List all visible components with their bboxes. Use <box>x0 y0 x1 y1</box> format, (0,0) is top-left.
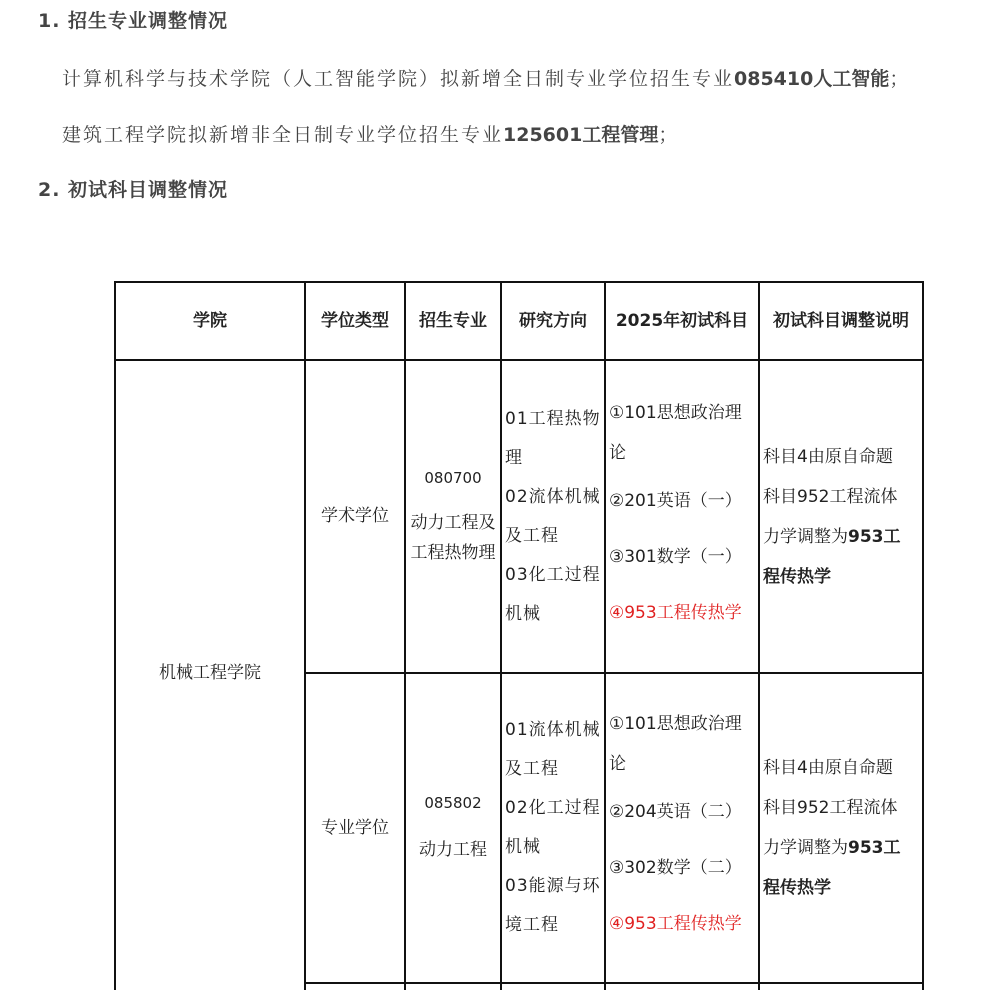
subject-2: ②201英语（一） <box>609 490 742 511</box>
subject-1-line-2: 论 <box>609 754 626 774</box>
direction-3-line-1: 03能源与环 <box>505 876 601 896</box>
note-cell <box>759 360 923 673</box>
major-cell <box>405 360 501 673</box>
direction-1-line-1: 01工程热物 <box>505 408 601 429</box>
direction-3-line-1: 03化工过程 <box>505 564 601 585</box>
note-line-3-bold: 953工 <box>848 838 901 858</box>
subject-4-highlight: ④953工程传热学 <box>609 914 742 934</box>
direction-2-line-1: 02化工过程 <box>505 798 601 818</box>
note-line-1: 科目4由原自命题 <box>763 446 893 467</box>
para1-bold-major: 085410人工智能 <box>734 68 890 90</box>
note-line-3 <box>763 517 922 557</box>
note-line-3-text: 力学调整为 <box>763 838 848 858</box>
subject-1-line-1: ①101思想政治理 <box>609 402 742 423</box>
partial-cell <box>405 983 501 990</box>
major-code: 080700 <box>424 468 482 487</box>
partial-cell <box>759 983 923 990</box>
degree-type-cell <box>305 673 405 983</box>
note-line-3-text: 力学调整为 <box>763 526 848 547</box>
direction-cell <box>501 673 605 983</box>
major-name-line-2: 工程热物理 <box>410 542 496 563</box>
direction-2-line-1: 02流体机械 <box>505 486 601 507</box>
note-cell <box>759 673 923 983</box>
section1-paragraph-2 <box>62 120 679 147</box>
para2-text: 建筑工程学院拟新增非全日制专业学位招生专业 <box>62 124 504 146</box>
direction-cell <box>501 360 605 673</box>
table-row <box>115 360 923 673</box>
direction-1-line-1: 01流体机械 <box>505 720 601 740</box>
note-line-4-bold: 程传热学 <box>763 878 831 898</box>
note-line-4 <box>763 868 922 908</box>
exam-subjects-table <box>114 281 924 990</box>
degree-type: 学术学位 <box>321 506 389 527</box>
note-line-1: 科目4由原自命题 <box>763 758 893 778</box>
direction-1-line-2: 理 <box>505 447 523 468</box>
major-cell <box>405 673 501 983</box>
section1-heading: 1. 招生专业调整情况 <box>38 10 229 32</box>
header-note: 初试科目调整说明 <box>759 282 923 360</box>
note-line-2: 科目952工程流体 <box>763 486 898 507</box>
partial-cell <box>605 983 759 990</box>
para1-text: 计算机科学与技术学院（人工智能学院）拟新增全日制专业学位招生专业 <box>62 68 735 90</box>
subject-3: ③302数学（二） <box>609 858 742 878</box>
direction-1-line-2: 及工程 <box>505 759 559 779</box>
partial-cell <box>305 983 405 990</box>
degree-type: 专业学位 <box>321 817 389 838</box>
note-line-4-bold: 程传热学 <box>763 566 831 587</box>
subject-1-line-1: ①101思想政治理 <box>609 714 742 734</box>
header-direction: 研究方向 <box>501 282 605 360</box>
para2-suffix: ； <box>658 124 680 146</box>
note-line-2: 科目952工程流体 <box>763 798 898 818</box>
subject-2: ②204英语（二） <box>609 802 742 822</box>
subjects-cell <box>605 673 759 983</box>
header-college: 学院 <box>115 282 305 360</box>
major-code: 085802 <box>424 794 482 812</box>
note-line-4 <box>763 557 922 597</box>
para2-bold-major: 125601工程管理 <box>503 124 659 146</box>
major-name-line-1: 动力工程及 <box>410 512 496 533</box>
note-line-3-bold: 953工 <box>848 526 901 547</box>
table-header-row <box>115 282 923 360</box>
college-cell <box>115 360 305 990</box>
degree-type-cell <box>305 360 405 673</box>
section2-heading: 2. 初试科目调整情况 <box>38 179 229 201</box>
header-major: 招生专业 <box>405 282 501 360</box>
subject-3: ③301数学（一） <box>609 546 742 567</box>
subjects-cell <box>605 360 759 673</box>
section1-paragraph-1 <box>62 64 910 91</box>
direction-2-line-2: 机械 <box>505 837 541 857</box>
note-line-3 <box>763 828 922 868</box>
header-degree-type: 学位类型 <box>305 282 405 360</box>
partial-cell <box>501 983 605 990</box>
direction-2-line-2: 及工程 <box>505 525 559 546</box>
major-name: 动力工程 <box>419 840 487 860</box>
direction-3-line-2: 境工程 <box>505 915 559 935</box>
header-subjects: 2025年初试科目 <box>605 282 759 360</box>
subject-1-line-2: 论 <box>609 442 626 463</box>
subject-4-highlight: ④953工程传热学 <box>609 602 742 623</box>
college-name: 机械工程学院 <box>159 663 261 683</box>
direction-3-line-2: 机械 <box>505 603 541 624</box>
para1-suffix: ； <box>889 68 911 90</box>
